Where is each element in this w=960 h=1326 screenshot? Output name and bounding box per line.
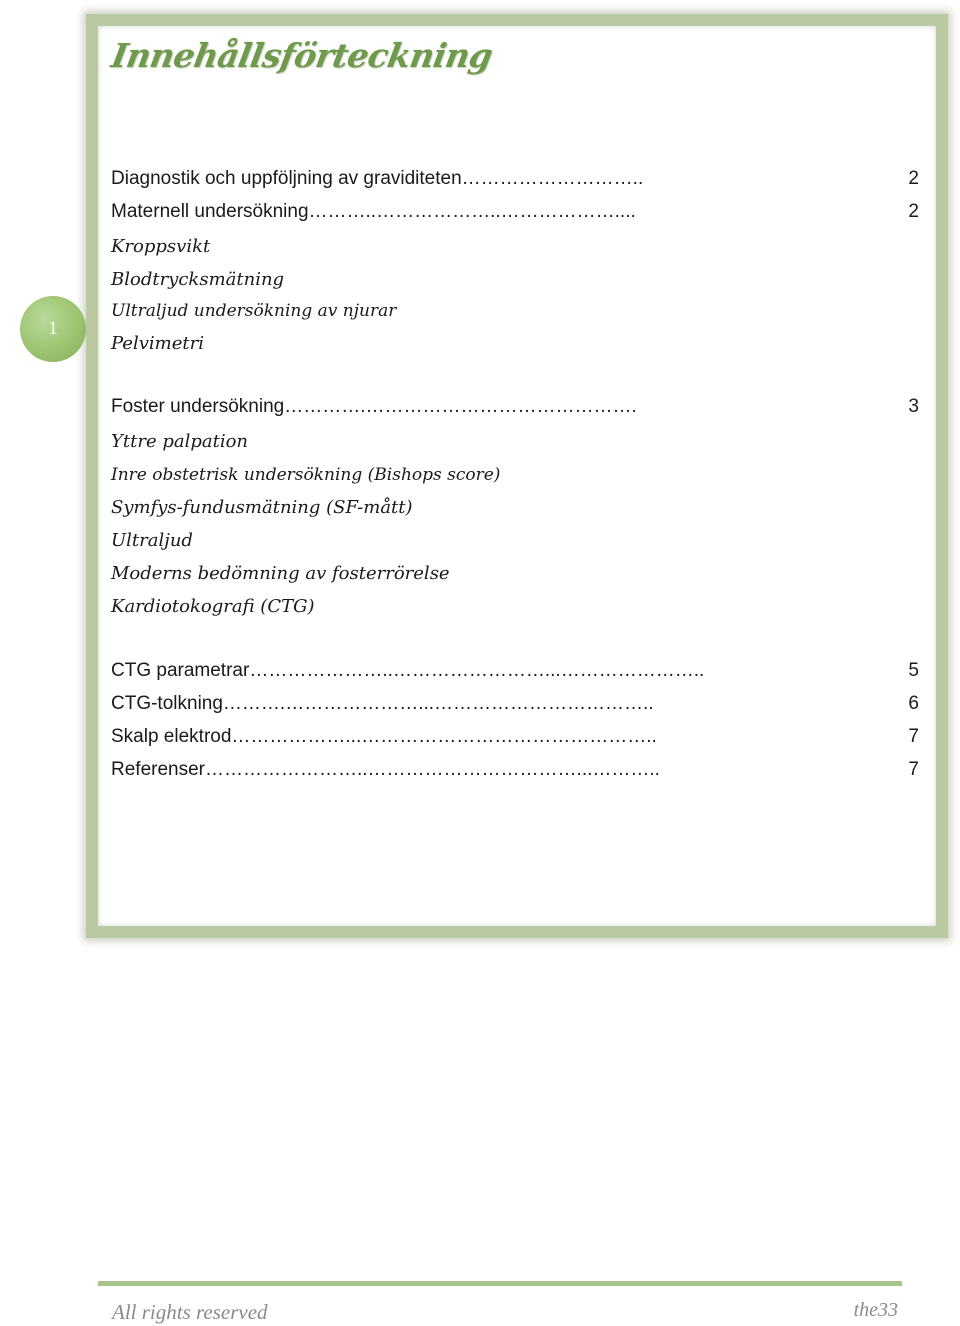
toc-subitem: Ultraljud undersökning av njurar xyxy=(111,301,397,321)
toc-subitem: Pelvimetri xyxy=(111,333,204,354)
toc-entry-label: Maternell undersökning xyxy=(111,201,309,222)
page-number-badge xyxy=(20,296,86,362)
toc-entry-diagnostik[interactable] xyxy=(111,168,919,198)
toc-entry-ctg-parametrar[interactable] xyxy=(111,660,919,690)
toc-subitem: Ultraljud xyxy=(111,530,193,551)
page-title: Innehållsförteckning xyxy=(108,36,496,75)
toc-entry-page: 2 xyxy=(908,168,919,189)
footer-copyright: All rights reserved xyxy=(112,1300,268,1324)
toc-entry-label: CTG parametrar xyxy=(111,660,250,681)
toc-entry-page: 5 xyxy=(908,660,919,681)
toc-entry-label: Referenser xyxy=(111,759,205,780)
toc-entry-page: 7 xyxy=(908,759,919,780)
toc-entry-ctg-tolkning[interactable] xyxy=(111,693,919,723)
footer-brand: the33 xyxy=(853,1299,898,1321)
toc-subitem: Kardiotokografi (CTG) xyxy=(111,596,315,617)
toc-entry-page: 6 xyxy=(908,693,919,714)
toc-entry-maternell[interactable] xyxy=(111,201,919,231)
toc-entry-page: 7 xyxy=(908,726,919,747)
toc-entry-page: 2 xyxy=(908,201,919,222)
toc-entry-label: Diagnostik och uppföljning av graviditeten xyxy=(111,168,462,189)
toc-entry-label: CTG-tolkning xyxy=(111,693,223,714)
toc-entry-label: Skalp elektrod xyxy=(111,726,232,747)
toc-entry-skalp-elektrod[interactable] xyxy=(111,726,919,756)
toc-entry-foster[interactable] xyxy=(111,396,919,426)
toc-entry-label: Foster undersökning xyxy=(111,396,285,417)
toc-subitem: Blodtrycksmätning xyxy=(111,269,285,290)
toc-entry-referenser[interactable] xyxy=(111,759,919,789)
toc-entry-page: 3 xyxy=(908,396,919,417)
toc-leader: ………..………………..……………….... xyxy=(308,201,636,222)
toc-leader: ……………………..……………………………...……….. xyxy=(205,759,660,780)
toc-subitem: Kroppsvikt xyxy=(111,236,211,257)
toc-leader: …………………..……………………...………………….. xyxy=(249,660,705,681)
toc-subitem: Symfys-fundusmätning (SF-mått) xyxy=(111,497,413,518)
toc-subitem: Yttre palpation xyxy=(111,431,249,452)
toc-subitem: Moderns bedömning av fosterrörelse xyxy=(111,563,450,584)
toc-leader: ………………...……………………………………….. xyxy=(231,726,657,747)
toc-leader: ………….……………………………………. xyxy=(284,396,637,417)
footer-divider xyxy=(98,1281,902,1286)
page-number: 1 xyxy=(48,318,58,339)
toc-leader: ……….…………………...…………………………….. xyxy=(222,693,654,714)
toc-subitem: Inre obstetrisk undersökning (Bishops score) xyxy=(111,465,501,485)
toc-leader: ……………………….. xyxy=(461,168,644,189)
